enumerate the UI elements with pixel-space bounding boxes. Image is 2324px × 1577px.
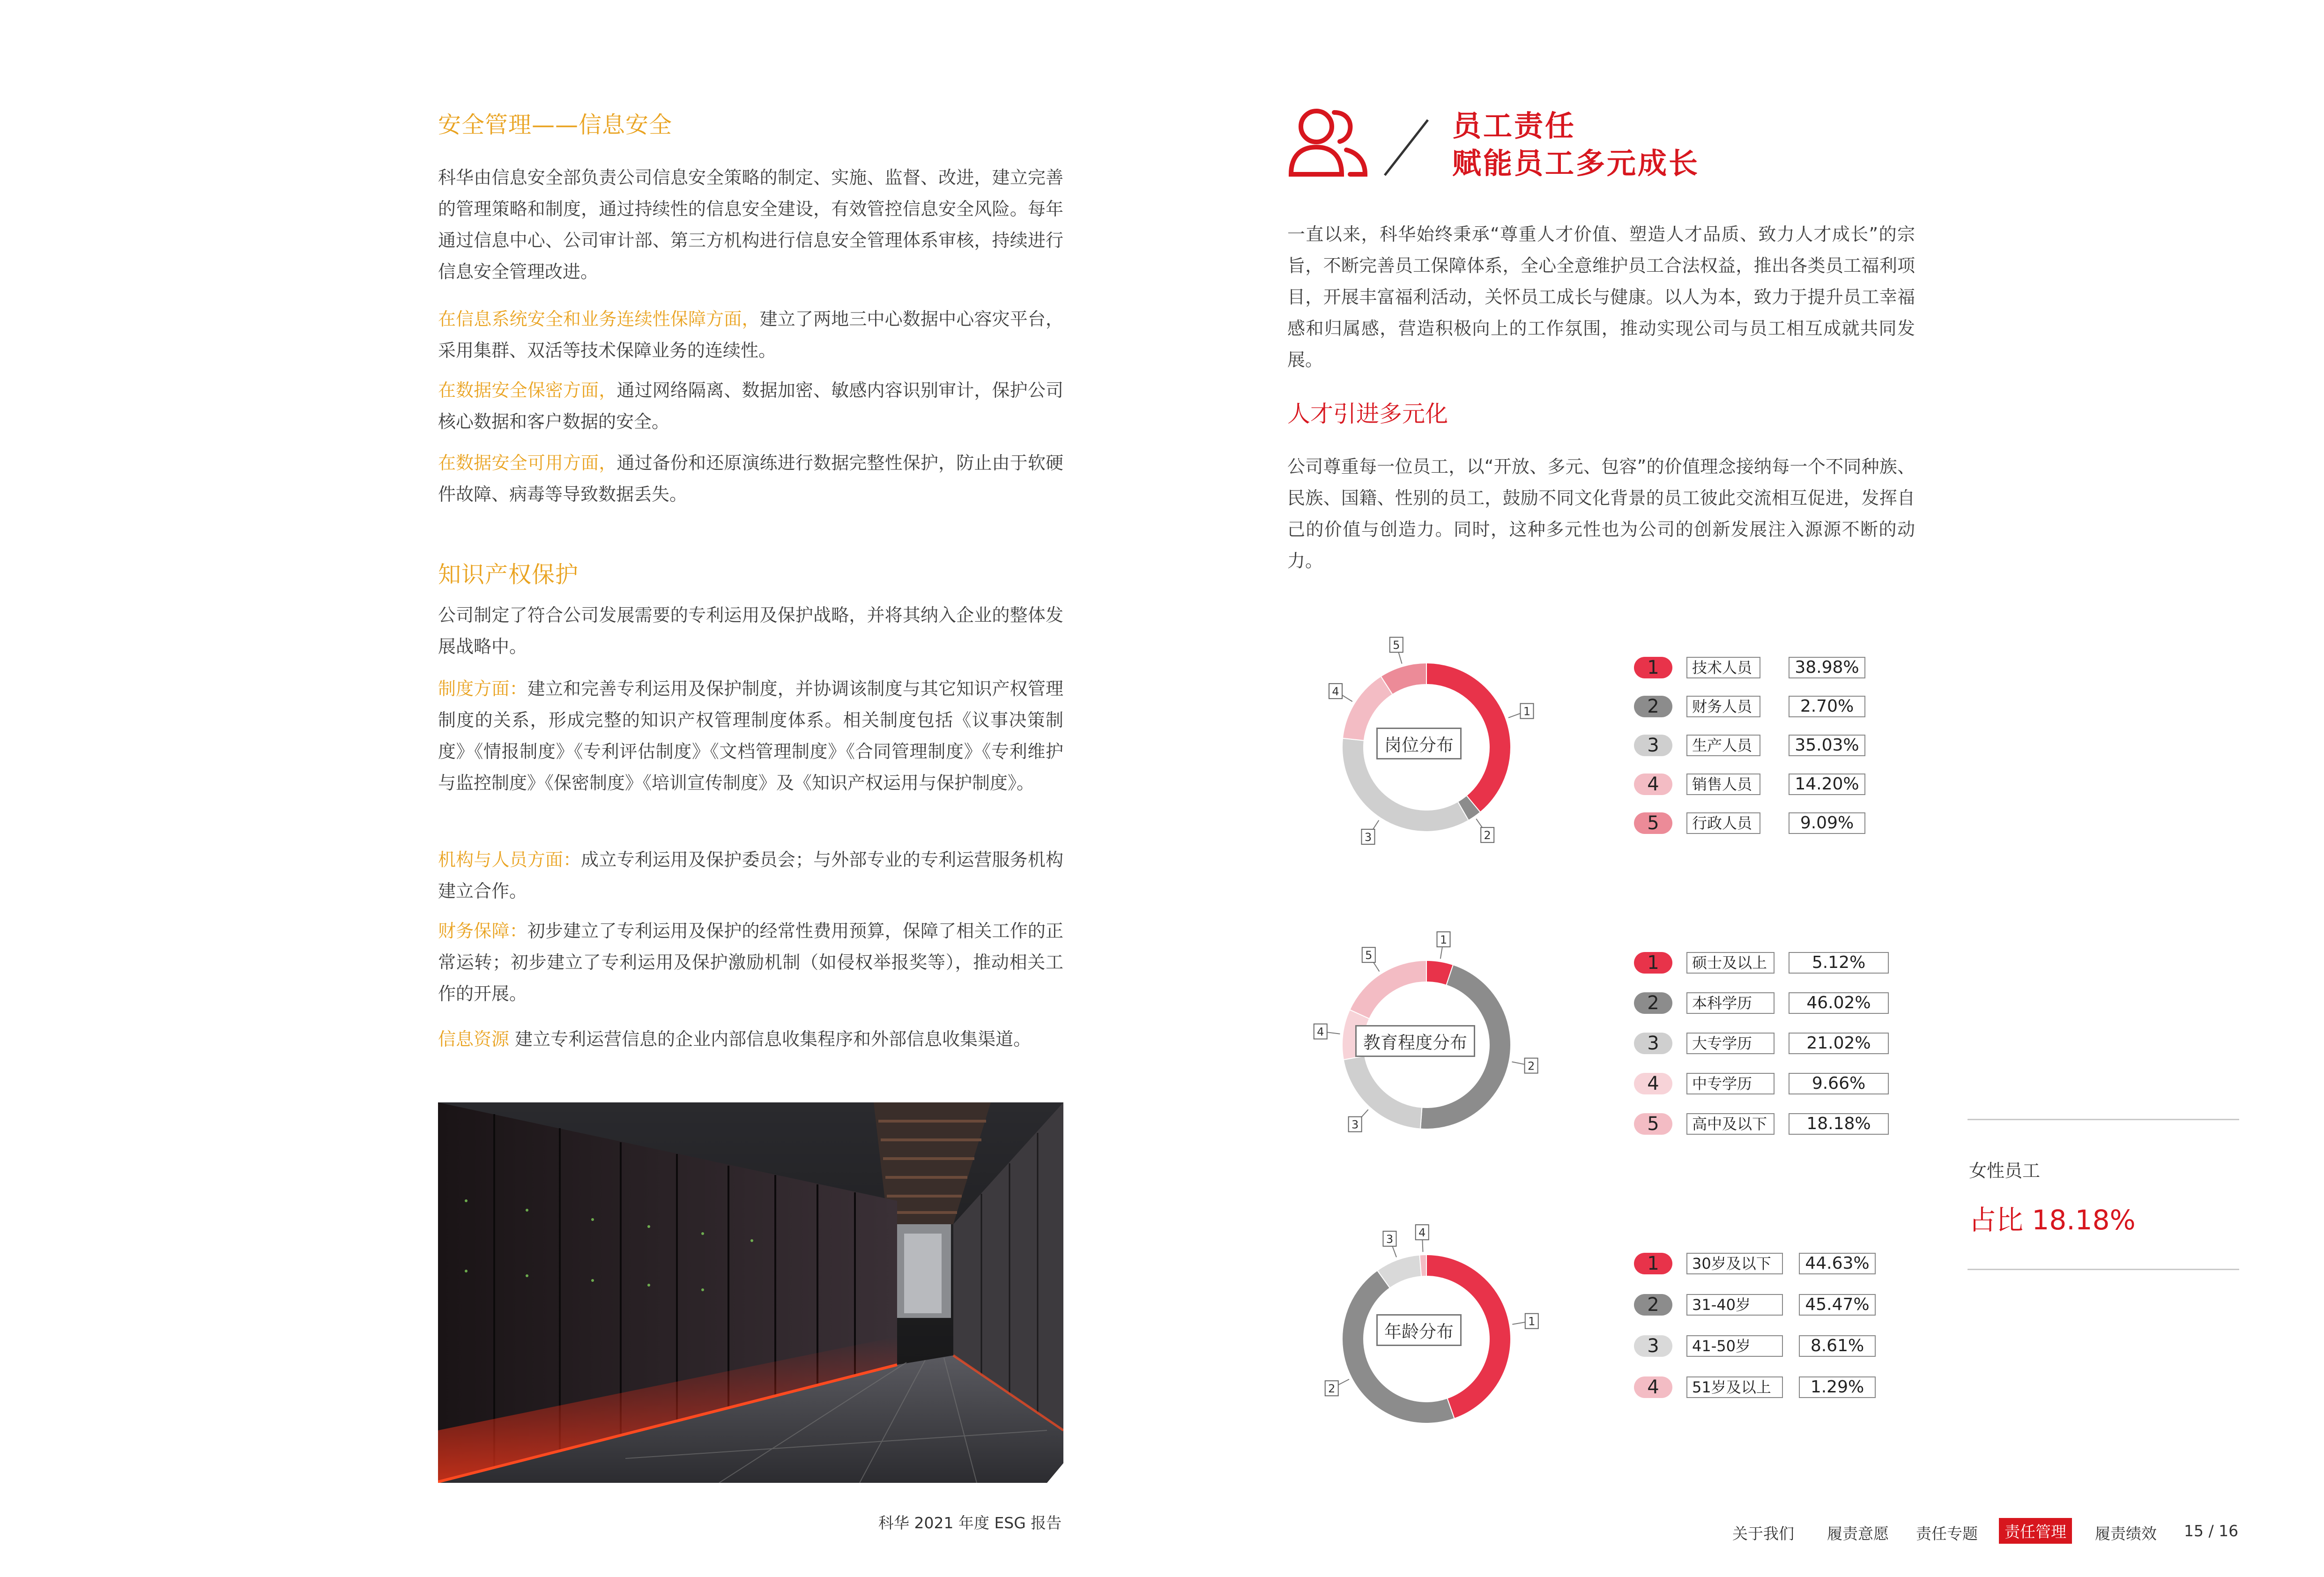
highlight-lead: 在数据安全保密方面， <box>438 380 617 401</box>
diversity-paragraph: 公司尊重每一位员工，以“开放、多元、包容”的价值理念接纳每一个不同种族、民族、国籍、性别的员工，鼓励不同文化背景的员工彼此交流相互促进，发挥自己的价值与创造力。同时，这种多元性也为公司的创新发展注入源源不断的动力。 <box>1287 456 1915 571</box>
paragraph <box>438 1024 1063 1055</box>
legend-value: 46.02% <box>1789 992 1889 1014</box>
legend-value: 8.61% <box>1799 1335 1876 1357</box>
slice-callout <box>1329 684 1342 699</box>
legend-item <box>1634 1032 1915 1055</box>
legend-item <box>1634 1252 1915 1275</box>
svg-text:5: 5 <box>1365 949 1373 962</box>
legend-item <box>1634 773 1915 796</box>
nav-link-willingness[interactable]: 履责意愿 <box>1827 1525 1889 1543</box>
legend-number-badge: 1 <box>1634 1253 1672 1274</box>
svg-text:3: 3 <box>1351 1118 1359 1131</box>
legend-label: 高中及以下 <box>1686 1113 1775 1135</box>
legend-value: 45.47% <box>1799 1294 1876 1316</box>
slice-callout <box>1362 947 1375 962</box>
svg-text:4: 4 <box>1317 1025 1324 1039</box>
legend-label: 技术人员 <box>1686 657 1760 678</box>
paragraph <box>438 304 1063 366</box>
highlight-lead: 在数据安全可用方面， <box>438 453 617 473</box>
legend-item <box>1634 734 1915 757</box>
legend-number-badge: 2 <box>1634 696 1672 717</box>
divider <box>1968 1119 2239 1120</box>
legend-label: 中专学历 <box>1686 1073 1775 1094</box>
svg-text:2: 2 <box>1328 1382 1336 1396</box>
legend-value: 44.63% <box>1799 1253 1876 1274</box>
paragraph <box>438 915 1063 1010</box>
paragraph: 科华由信息安全部负责公司信息安全策略的制定、实施、监督、改进，建立完善的管理策略和制度，通过持续性的信息安全建设，有效管控信息安全风险。每年通过信息中心、公司审计部、第三方机构进行信息安全管理体系审核，持续进行信息安全管理改进。 <box>438 167 1063 282</box>
legend-number-badge: 1 <box>1634 657 1672 678</box>
svg-text:4: 4 <box>1332 685 1339 699</box>
slice-callout <box>1520 704 1533 719</box>
paragraph-text: 成立专利运用及保护委员会；与外部专业的专利运营服务机构建立合作。 <box>438 849 1063 901</box>
chart-center-label: 教育程度分布 <box>1355 1025 1475 1057</box>
nav-link-performance[interactable]: 履责绩效 <box>2095 1525 2157 1543</box>
nav-link-management-active[interactable]: 责任管理 <box>1999 1518 2072 1544</box>
page-title-line2: 赋能员工多元成长 <box>1452 146 1700 180</box>
svg-text:5: 5 <box>1393 639 1400 652</box>
legend-item <box>1634 1112 1915 1136</box>
legend-number-badge: 1 <box>1634 952 1672 974</box>
legend-item <box>1634 656 1915 679</box>
slice-callout <box>1525 1058 1538 1073</box>
legend-number-badge: 4 <box>1634 1376 1672 1398</box>
intro-paragraph: 一直以来，科华始终秉承“尊重人才价值、塑造人才品质、致力人才成长”的宗旨，不断完善员工保障体系，全心全意维护员工合法权益，推出各类员工福利项目，开展丰富福利活动，关怀员工成长与健康。以人为本，致力于提升员工幸福感和归属感，营造积极向上的工作氛围，推动实现公司与员工相互成就共同发展。 <box>1287 224 1915 370</box>
report-footer: 科华 2021 年度 ESG 报告 <box>878 1514 1062 1532</box>
legend-value: 9.09% <box>1789 812 1865 834</box>
legend-number-badge: 3 <box>1634 735 1672 756</box>
legend-number-badge: 5 <box>1634 1113 1672 1135</box>
svg-text:1: 1 <box>1528 1315 1536 1328</box>
legend-value: 1.29% <box>1799 1376 1876 1398</box>
paragraph-text: 建立了两地三中心数据中心容灾平台，采用集群、双活等技术保障业务的连续性。 <box>438 309 1063 361</box>
legend-item <box>1634 1293 1915 1317</box>
highlight-lead: 在信息系统安全和业务连续性保障方面， <box>438 309 760 329</box>
legend-value: 21.02% <box>1789 1033 1889 1054</box>
paragraph-text: 建立和完善专利运用及保护制度，并协调该制度与其它知识产权管理制度的关系，形成完整的知识产权管理制度体系。相关制度包括《议事决策制度》《情报制度》《专利评估制度》《文档管理制度》《合同管理制度》《专利维护与监控制度》《保密制度》《培训宣传制度》及《知识产权运用与保护制度》。 <box>438 678 1063 793</box>
slice-callout <box>1481 827 1494 842</box>
page-number: 15 / 16 <box>2184 1522 2239 1540</box>
donut-slice <box>1350 960 1426 1019</box>
legend-item <box>1634 991 1915 1015</box>
legend-label: 大专学历 <box>1686 1033 1775 1054</box>
donut-slice <box>1419 1255 1426 1276</box>
legend-number-badge: 2 <box>1634 1294 1672 1316</box>
svg-text:1: 1 <box>1440 933 1448 946</box>
legend-label: 51岁及以上 <box>1686 1376 1783 1398</box>
chart-center-label: 岗位分布 <box>1376 728 1462 759</box>
data-center-photo <box>438 1102 1063 1483</box>
slice-callout <box>1349 1117 1362 1132</box>
legend-number-badge: 3 <box>1634 1335 1672 1357</box>
slice-callout <box>1361 829 1374 844</box>
female-employee-label: 女性员工 <box>1969 1160 2041 1181</box>
legend-item <box>1634 695 1915 718</box>
paragraph-text: 通过备份和还原演练进行数据完整性保护，防止由于软硬件故障、病毒等导致数据丢失。 <box>438 453 1063 505</box>
paragraph-text: 初步建立了专利运用及保护的经常性费用预算，保障了相关工作的正常运转；初步建立了专利运用及保护激励机制（如侵权举报奖等），推动相关工作的开展。 <box>438 921 1063 1004</box>
svg-text:1: 1 <box>1523 705 1531 718</box>
legend-number-badge: 3 <box>1634 1033 1672 1054</box>
legend-label: 生产人员 <box>1686 735 1760 756</box>
subsection-title: 人才引进多元化 <box>1287 401 1448 427</box>
paragraph-text: 通过网络隔离、数据加密、敏感内容识别审计，保护公司核心数据和客户数据的安全。 <box>438 380 1063 432</box>
legend-label: 本科学历 <box>1686 992 1775 1014</box>
svg-text:4: 4 <box>1418 1226 1426 1240</box>
legend-value: 18.18% <box>1789 1113 1889 1135</box>
people-icon <box>1287 104 1369 181</box>
svg-text:2: 2 <box>1527 1059 1535 1073</box>
legend-label: 销售人员 <box>1686 774 1760 795</box>
highlight-lead: 信息资源 <box>438 1029 510 1049</box>
legend-value: 14.20% <box>1789 774 1865 795</box>
slice-callout <box>1416 1225 1429 1240</box>
legend-label: 财务人员 <box>1686 696 1760 717</box>
legend-number-badge: 2 <box>1634 992 1672 1014</box>
nav-link-about[interactable]: 关于我们 <box>1732 1525 1794 1543</box>
legend-value: 5.12% <box>1789 952 1889 974</box>
section-title-ip-protection: 知识产权保护 <box>438 561 579 588</box>
page-title-line1: 员工责任 <box>1452 109 1576 143</box>
paragraph <box>438 673 1063 799</box>
legend-number-badge: 4 <box>1634 774 1672 795</box>
female-employee-ratio: 占比 18.18% <box>1969 1204 2136 1236</box>
slice-callout <box>1390 637 1403 652</box>
legend-item <box>1634 1334 1915 1358</box>
paragraph <box>438 844 1063 907</box>
slice-callout <box>1525 1314 1538 1329</box>
paragraph-text: 建立专利运营信息的企业内部信息收集程序和外部信息收集渠道。 <box>515 1029 1032 1049</box>
highlight-lead: 制度方面： <box>438 678 527 699</box>
slice-callout <box>1383 1231 1396 1246</box>
slice-callout <box>1437 932 1450 947</box>
legend-number-badge: 4 <box>1634 1073 1672 1094</box>
legend-value: 35.03% <box>1789 735 1865 756</box>
paragraph <box>438 447 1063 510</box>
legend-value: 2.70% <box>1789 696 1865 717</box>
highlight-lead: 财务保障： <box>438 921 527 941</box>
legend-label: 行政人员 <box>1686 812 1760 834</box>
slice-callout <box>1325 1381 1338 1396</box>
legend-value: 9.66% <box>1789 1073 1889 1094</box>
legend-value: 38.98% <box>1789 657 1865 678</box>
legend-item <box>1634 811 1915 835</box>
legend-number-badge: 5 <box>1634 812 1672 834</box>
slash-divider-icon <box>1381 117 1433 180</box>
highlight-lead: 机构与人员方面： <box>438 849 581 870</box>
paragraph <box>438 375 1063 438</box>
svg-text:2: 2 <box>1484 829 1491 842</box>
divider <box>1968 1269 2239 1270</box>
legend-item <box>1634 1072 1915 1095</box>
chart-center-label: 年龄分布 <box>1376 1314 1462 1346</box>
donut-slice <box>1342 1271 1455 1423</box>
legend-item <box>1634 951 1915 974</box>
legend-item <box>1634 1376 1915 1399</box>
svg-text:3: 3 <box>1386 1232 1394 1246</box>
nav-link-topics[interactable]: 责任专题 <box>1916 1525 1978 1543</box>
section-title-info-security: 安全管理——信息安全 <box>438 112 673 138</box>
slice-callout <box>1314 1024 1327 1039</box>
paragraph: 公司制定了符合公司发展需要的专利运用及保护战略，并将其纳入企业的整体发展战略中。 <box>438 605 1063 657</box>
legend-label: 硕士及以上 <box>1686 952 1775 974</box>
svg-text:3: 3 <box>1364 830 1372 844</box>
legend-label: 31-40岁 <box>1686 1294 1783 1316</box>
legend-label: 41-50岁 <box>1686 1335 1783 1357</box>
legend-label: 30岁及以下 <box>1686 1253 1783 1274</box>
